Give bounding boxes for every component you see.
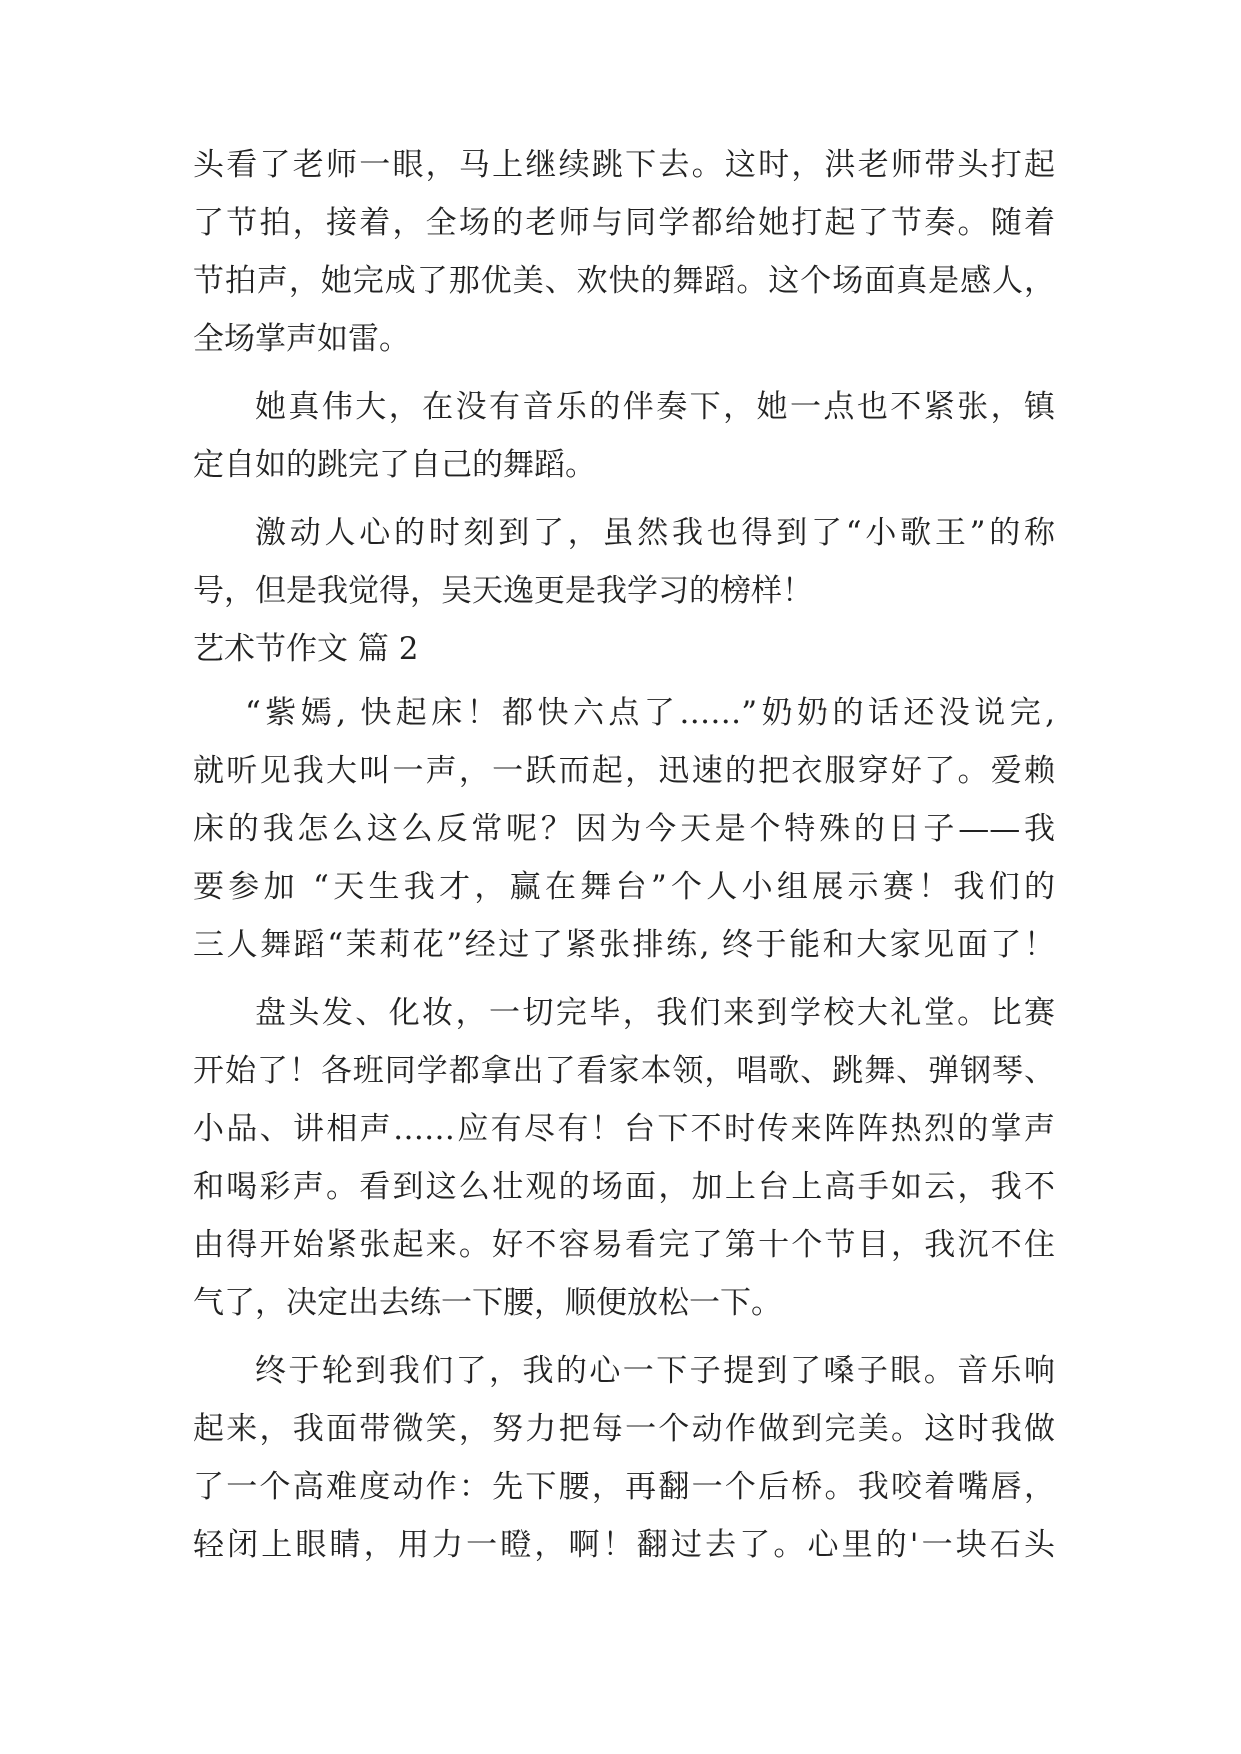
- text-line: 三人舞蹈“茉莉花”经过了紧张排练, 终于能和大家见面了！: [193, 927, 1055, 963]
- text-line: 开始了！各班同学都拿出了看家本领，唱歌、跳舞、弹钢琴、: [193, 1053, 1055, 1089]
- text-line: 就听见我大叫一声，一跃而起，迅速的把衣服穿好了。爱赖: [193, 753, 1055, 789]
- text-line: 全场掌声如雷。: [193, 321, 410, 357]
- text-line: 起来，我面带微笑，努力把每一个动作做到完美。这时我做: [193, 1411, 1055, 1447]
- text-line: 床的我怎么这么反常呢？因为今天是个特殊的日子——我: [193, 811, 1055, 847]
- text-line: 终于轮到我们了，我的心一下子提到了嗓子眼。音乐响: [255, 1353, 1055, 1389]
- text-line: 号，但是我觉得，吴天逸更是我学习的榜样！: [193, 573, 813, 609]
- text-line: 了节拍，接着，全场的老师与同学都给她打起了节奏。随着: [193, 205, 1055, 241]
- text-line: 要参加 “天生我才，赢在舞台”个人小组展示赛！我们的: [193, 869, 1055, 905]
- text-line: 节拍声，她完成了那优美、欢快的舞蹈。这个场面真是感人，: [193, 263, 1055, 299]
- text-line: “紫嫣, 快起床！都快六点了……”奶奶的话还没说完,: [245, 695, 1055, 731]
- text-line: 定自如的跳完了自己的舞蹈。: [193, 447, 596, 483]
- text-line: 由得开始紧张起来。好不容易看完了第十个节目，我沉不住: [193, 1227, 1055, 1263]
- text-line: 气了，决定出去练一下腰，顺便放松一下。: [193, 1285, 782, 1321]
- text-line: 小品、讲相声……应有尽有！台下不时传来阵阵热烈的掌声: [193, 1111, 1055, 1147]
- text-line: 和喝彩声。看到这么壮观的场面，加上台上高手如云，我不: [193, 1169, 1055, 1205]
- text-line: 头看了老师一眼，马上继续跳下去。这时，洪老师带头打起: [193, 147, 1055, 183]
- text-line: 了一个高难度动作：先下腰，再翻一个后桥。我咬着嘴唇，: [193, 1469, 1055, 1505]
- text-line: 她真伟大，在没有音乐的伴奏下，她一点也不紧张，镇: [255, 389, 1055, 425]
- section-heading: 艺术节作文 篇 2: [193, 631, 419, 667]
- text-line: 激动人心的时刻到了，虽然我也得到了“小歌王”的称: [255, 515, 1055, 551]
- text-line: 轻闭上眼睛，用力一瞪，啊！翻过去了。心里的'一块石头: [193, 1527, 1055, 1563]
- text-line: 盘头发、化妆，一切完毕，我们来到学校大礼堂。比赛: [255, 995, 1055, 1031]
